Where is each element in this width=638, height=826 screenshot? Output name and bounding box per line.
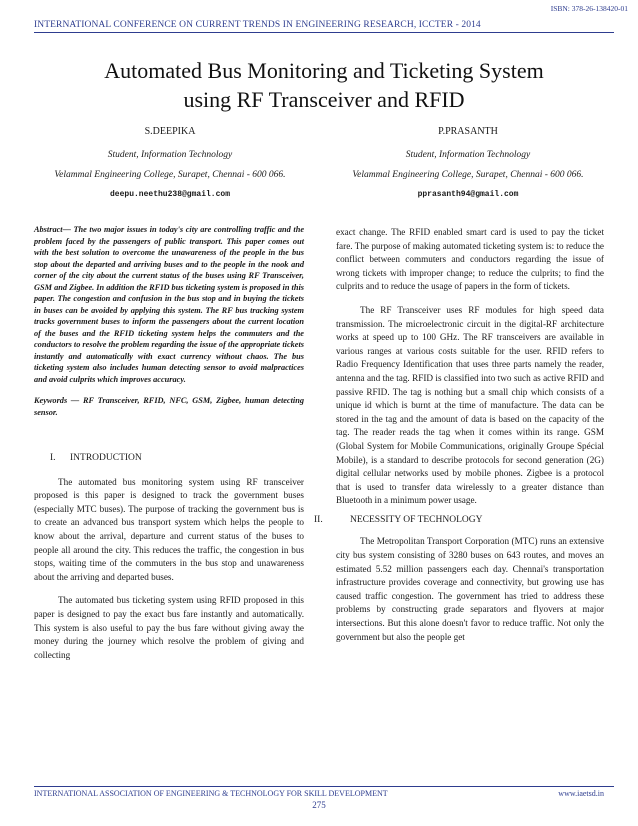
footer-rule bbox=[34, 786, 614, 787]
author-2-role: Student, Information Technology bbox=[405, 150, 531, 160]
header-rule bbox=[34, 32, 614, 33]
section-title: NECESSITY OF TECHNOLOGY bbox=[350, 514, 483, 525]
section-number: I. bbox=[50, 453, 56, 463]
page-number: 275 bbox=[312, 800, 326, 810]
body-paragraph: The automated bus ticketing system using RFID proposed in this paper is designed to pay the exact bus fare instantly and automatically. This system is also useful to pay the bus fare without giving away the money during the journey which resolve the problem of giving and collecting bbox=[34, 595, 304, 660]
section-title: INTRODUCTION bbox=[70, 453, 142, 463]
conference-title: INTERNATIONAL CONFERENCE ON CURRENT TRENDS IN ENGINEERING RESEARCH, ICCTER - 2014 bbox=[34, 20, 481, 30]
footer-association: INTERNATIONAL ASSOCIATION OF ENGINEERING & TECHNOLOGY FOR SKILL DEVELOPMENT bbox=[34, 789, 388, 798]
footer-website-link[interactable]: www.iaetsd.in bbox=[558, 789, 604, 798]
right-column bbox=[314, 226, 604, 644]
section-heading-necessity bbox=[314, 514, 604, 528]
paper-title-line-1: Automated Bus Monitoring and Ticketing System bbox=[104, 58, 544, 83]
author-2-email[interactable]: pprasanth94@gmail.com bbox=[417, 190, 519, 199]
keywords-paragraph: Keywords — RF Transceiver, RFID, NFC, GSM, Zigbee, human detecting sensor. bbox=[34, 396, 304, 417]
author-1-college: Velammal Engineering College, Surapet, Chennai - 600 066. bbox=[54, 170, 286, 180]
author-1-role: Student, Information Technology bbox=[107, 150, 233, 160]
section-number: II. bbox=[314, 514, 323, 525]
abstract-paragraph: Abstract— The two major issues in today's city are controlling traffic and the problem faced by the passengers of public transport. This paper comes out with the best solution to overcome the unawareness of the people in the bus stop about the departed and arriving buses and to the people in the nook and corner of the city about the current status of the buses using RF Transceiver, GSM and Zigbee. In addition the RFID bus ticketing system is proposed in this paper. The congestion and confusion in the bus stop and in buying the tickets in buses can be avoided by applying this system. The RF bus tracking system tracks government buses to inform the passengers about the current location of the buses and the RFID ticketing system helps the commuters and the conductors to resolve the problem regarding the issue of the appropriate tickets instantly and automatically with exact currency without chaos. The bus ticketing system also includes human detecting sensor to avoid malpractices and avoid culprits which improves accuracy. bbox=[34, 225, 304, 384]
paper-title-line-2: using RF Transceiver and RFID bbox=[183, 87, 465, 112]
paper-title bbox=[34, 56, 614, 114]
body-paragraph: The Metropolitan Transport Corporation (MTC) runs an extensive city bus system consisting of 3280 buses on 643 routes, and moves an estimated 5.52 million passengers each day. Chennai's transportation infrastructure provides coverage and connectivity, but growing use has caused traffic congestion. The government has tried to address these problems by constructing grade separators and flyovers at major intersections. But this alone doesn't favor to reduce traffic. Not only the government but also the people get bbox=[336, 536, 604, 642]
author-1-name: S.DEEPIKA bbox=[144, 126, 196, 137]
author-2-name: P.PRASANTH bbox=[438, 126, 498, 137]
isbn-label: ISBN: 378-26-138420-01 bbox=[550, 4, 628, 13]
author-2-college: Velammal Engineering College, Surapet, Chennai - 600 066. bbox=[352, 170, 584, 180]
body-paragraph: exact change. The RFID enabled smart card is used to pay the ticket fare. The purpose of making automated ticketing system is: to reduce the conflict between commuters and conductors regarding the issue of wrong tickets with improper change; to reduce the culprits; to find the culprits and to reduce the usage of papers in the form of tickets. bbox=[336, 227, 604, 292]
body-paragraph: The RF Transceiver uses RF modules for high speed data transmission. The microelectronic circuit in the digital-RF architecture works at speed up to 100 GHz. The RF transceivers are available in various ranges at various costs suitable for the user. RFID refers to Radio Frequency Identification that uses three parts namely the reader, antenna and the tag. RFID is classified into two such as active RFID and passive RFID. The tag is nothing but a small chip which consists of a unique id which is burnt at the time of manufacture. The data can be stored in the tag and the amount of data is based on the capacity of the tag. The reader reads the tag when it comes within its range. GSM (Global System for Mobile Communications, originally Groupe Spécial Mobile), is a standard to describe protocols for second generation (2G) digital cellular networks used by mobile phones. Zigbee is a protocol that is used to transfer data wirelessly to a greater distance than Bluetooth in a minimum power usage. bbox=[336, 304, 604, 506]
body-paragraph: The automated bus monitoring system using RF transceiver proposed is this paper is designed to track the government buses (especially MTC buses). The purpose of tracking the government bus is to create an advanced bus transport system which helps the people to know about the arrival, departure and current status of the buses to people all around the city. This reduces the traffic, the congestion in bus stops, waiting time of the commuters in the bus stop and unawareness about the arriving and departed buses. bbox=[34, 476, 304, 582]
author-1-email[interactable]: deepu.neethu238@gmail.com bbox=[109, 190, 231, 199]
left-column bbox=[34, 224, 304, 662]
section-heading-introduction bbox=[34, 452, 304, 466]
